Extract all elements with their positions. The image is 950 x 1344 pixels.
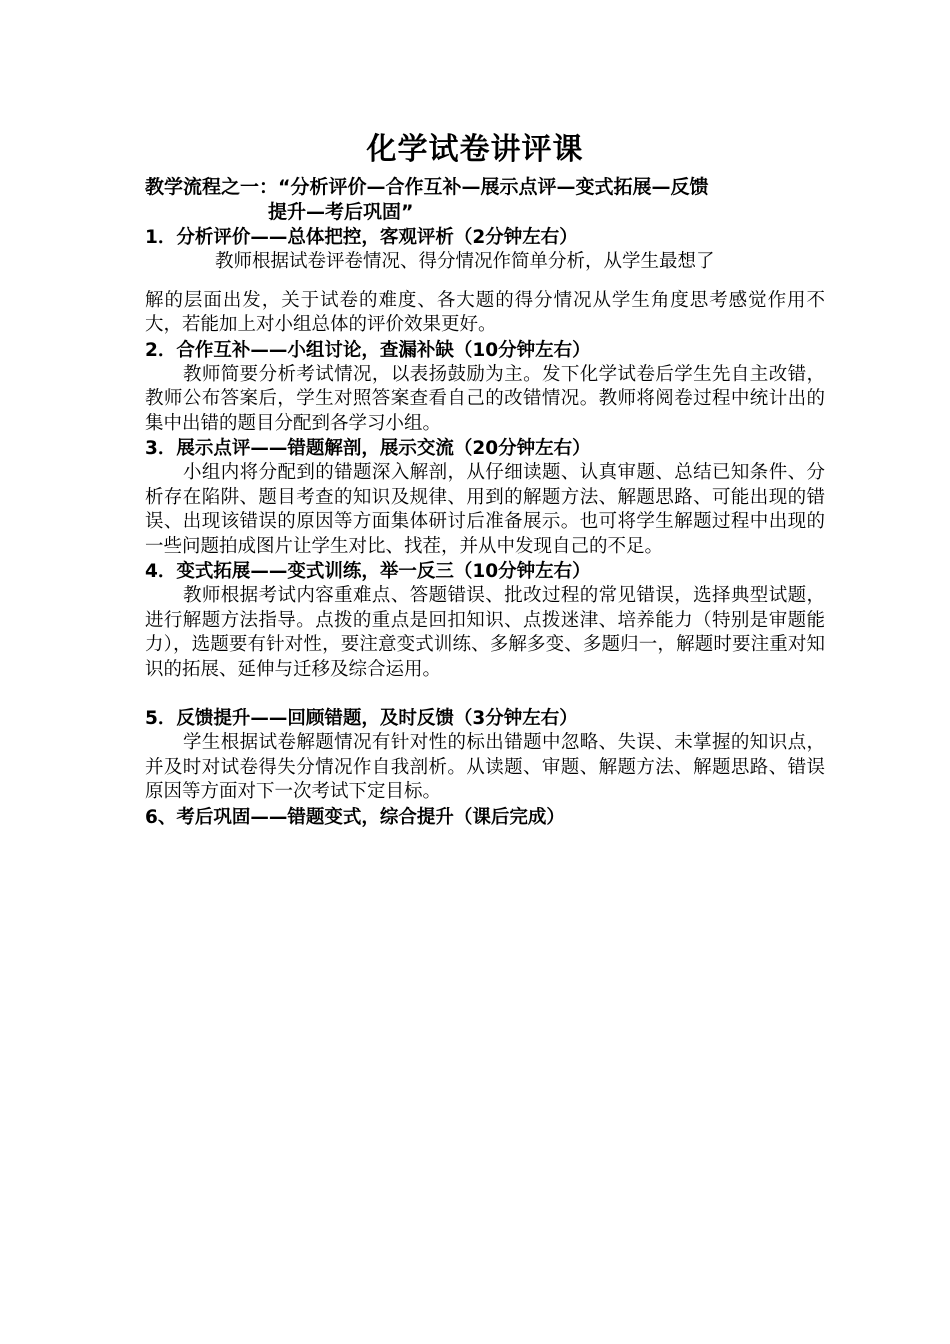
section-3-heading: 3．展示点评——错题解剖，展示交流（20分钟左右） — [145, 438, 591, 459]
subtitle-line-2: 提升—考后巩固” — [268, 201, 414, 223]
section-5-heading: 5．反馈提升——回顾错题，及时反馈（3分钟左右） — [145, 708, 578, 729]
section-4-paragraph: 教师根据考试内容重难点、答题错误、批改过程的常见错误，选择典型试题，进行解题方法指导。点拨的重点是回扣知识、点拨迷津、培养能力（特别是审题能力），选题要有针对性，要注意变式训练、多解多变、多题归一，解题时要注重对知识的拓展、延伸与迁移及综合运用。 — [145, 585, 825, 680]
section-1-paragraph — [145, 250, 825, 289]
subtitle-line-1: 教学流程之一：“分析评价—合作互补—展示点评—变式拓展—反馈 — [145, 176, 709, 198]
section-2-paragraph: 教师简要分析考试情况，以表扬鼓励为主。发下化学试卷后学生先自主改错，教师公布答案后，学生对照答案查看自己的改错情况。教师将阅卷过程中统计出的集中出错的题目分配到各学习小组。 — [145, 363, 825, 434]
section-1-heading: 1．分析评价——总体把控，客观评析（2分钟左右） — [145, 227, 578, 248]
blank-line — [145, 682, 825, 706]
section-1-paragraph-line-1: 教师根据试卷评卷情况、得分情况作简单分析，从学生最想了 — [215, 251, 715, 272]
section-3-paragraph: 小组内将分配到的错题深入解剖，从仔细读题、认真审题、总结已知条件、分析存在陷阱、题目考查的知识及规律、用到的解题方法、解题思路、可能出现的错误、出现该错误的原因等方面集体研讨后准备展示。也可将学生解题过程中出现的一些问题拍成图片让学生对比、找茬，并从中发现自己的不足。 — [145, 462, 825, 557]
document-title: 化学试卷讲评课 — [366, 132, 584, 167]
paragraph-gap — [145, 275, 825, 289]
section-1-paragraph-continued: 解的层面出发，关于试卷的难度、各大题的得分情况从学生角度思考感觉作用不大，若能加上对小组总体的评价效果更好。 — [145, 289, 825, 335]
section-6-heading: 6、考后巩固——错题变式，综合提升（课后完成） — [145, 806, 565, 828]
section-5-paragraph: 学生根据试卷解题情况有针对性的标出错题中忽略、失误、未掌握的知识点，并及时对试卷得失分情况作自我剖析。从读题、审题、解题方法、解题思路、错误原因等方面对下一次考试下定目标。 — [145, 732, 825, 802]
section-4-heading: 4．变式拓展——变式训练，举一反三（10分钟左右） — [145, 561, 591, 582]
document-subtitle — [145, 175, 825, 225]
section-2-heading: 2．合作互补——小组讨论，查漏补缺（10分钟左右） — [145, 339, 591, 361]
document-body — [145, 175, 825, 830]
